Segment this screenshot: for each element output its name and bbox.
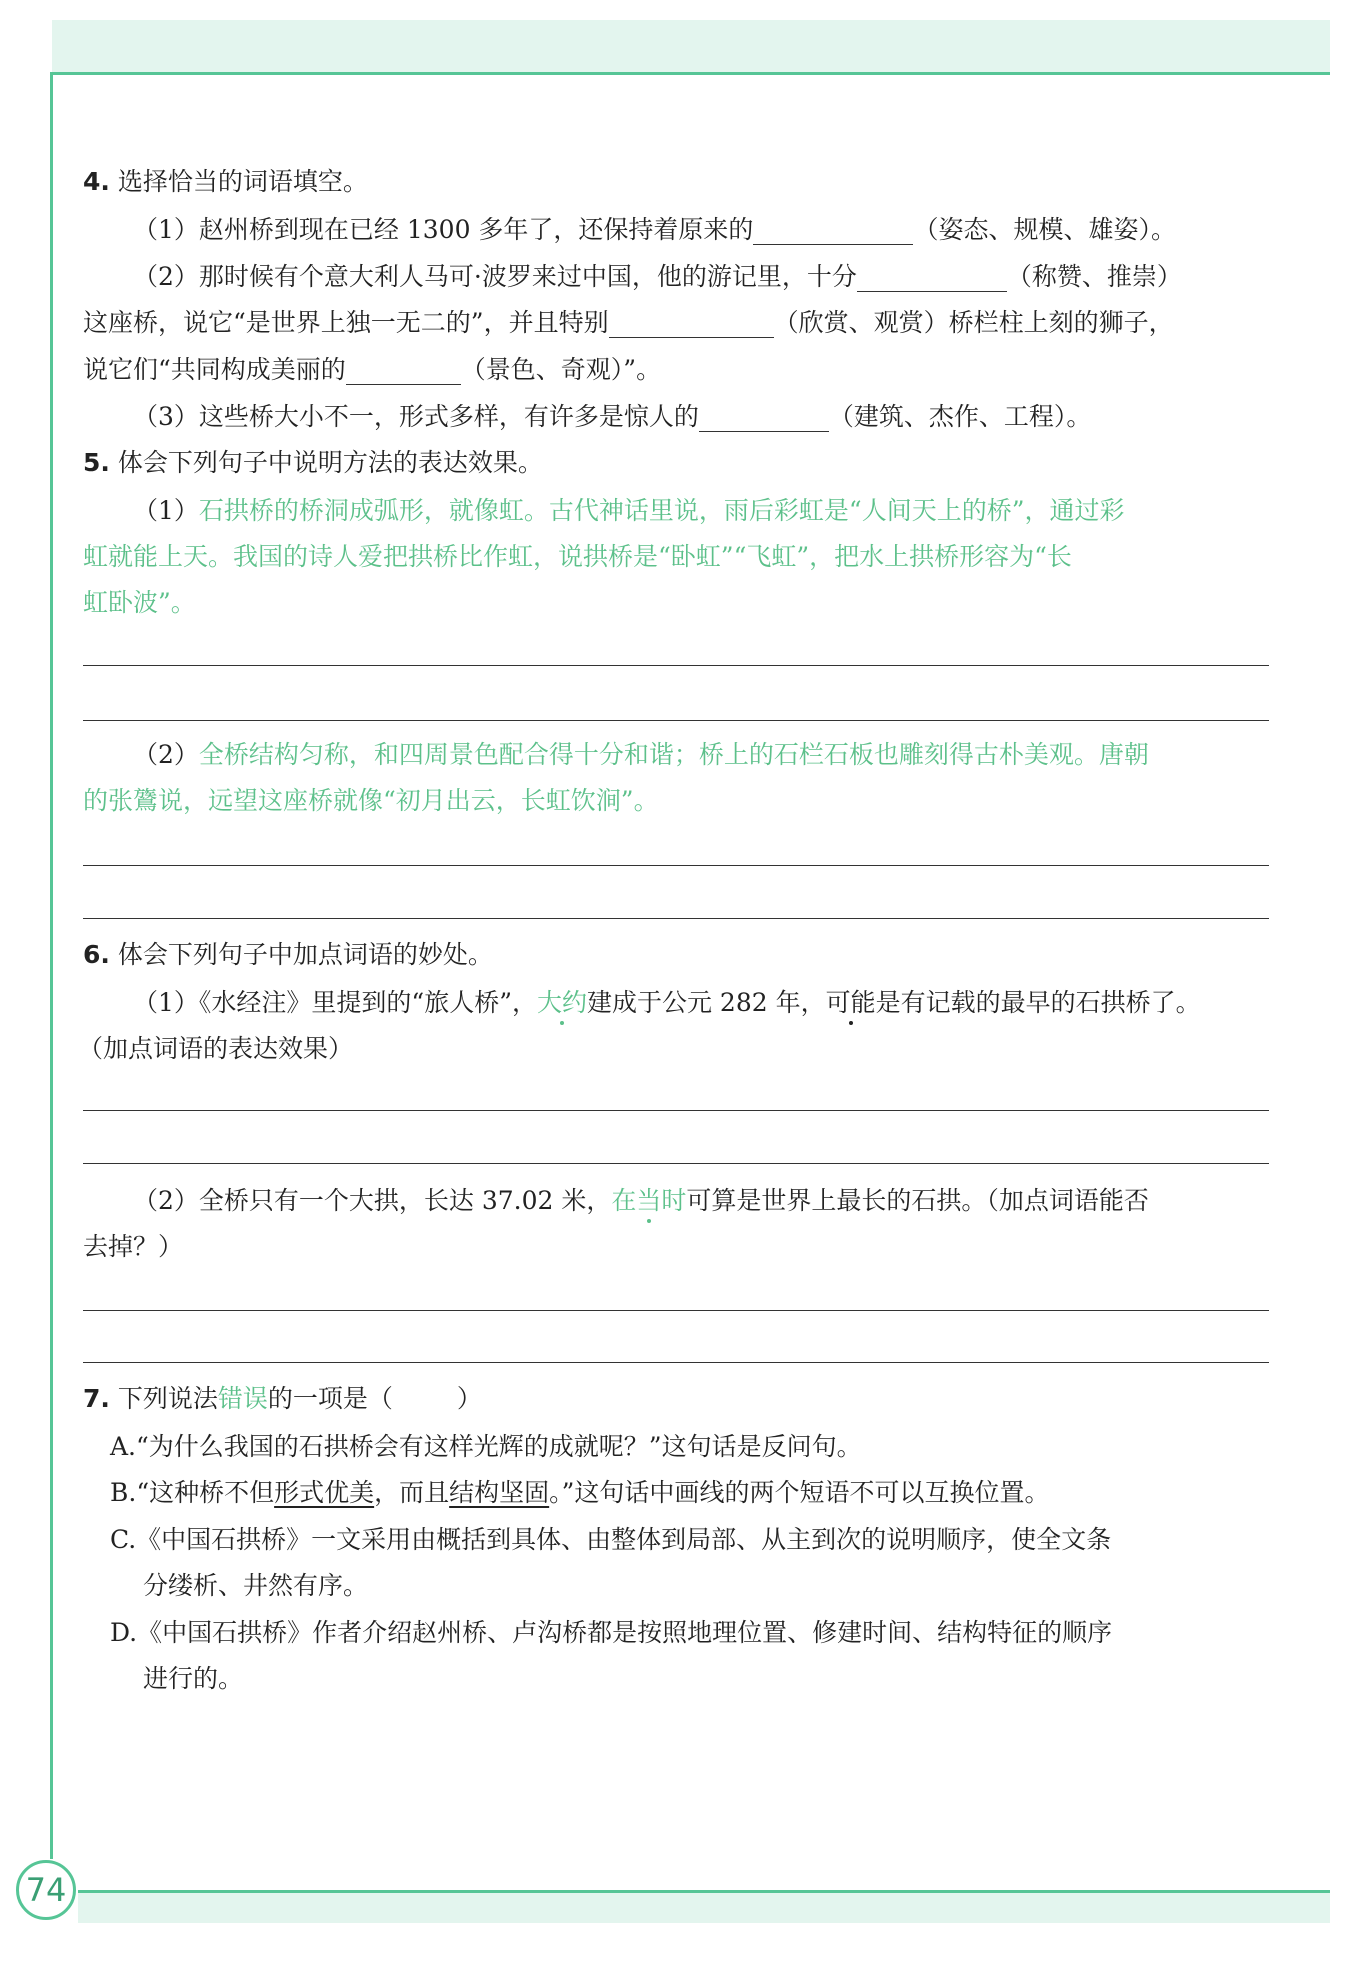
q7-number: 7. xyxy=(83,1384,110,1413)
q4-title-text: 选择恰当的词语填空。 xyxy=(117,167,368,196)
q4-item2-text: （2）那时候有个意大利人马可·波罗来过中国，他的游记里，十分 xyxy=(133,262,857,291)
answer-line[interactable] xyxy=(83,1163,1269,1164)
q7-title-pre: 下列说法 xyxy=(117,1384,218,1413)
q6-item1-dotted-word1: 大约 xyxy=(536,988,587,1017)
q4-item2-options: （称赞、推崇） xyxy=(1006,262,1182,291)
q4-item2-blank[interactable] xyxy=(857,265,1007,292)
q5-item1-line3: 虹卧波”。 xyxy=(83,588,196,617)
q7-option-c-line1[interactable]: C.《中国石拱桥》一文采用由概括到具体、由整体到局部、从主到次的说明顺序，使全文条 xyxy=(110,1525,1112,1554)
header-band xyxy=(52,20,1330,72)
q4-item1 xyxy=(133,215,1176,245)
q6-item1-dotted-word2: 可能 xyxy=(825,988,876,1017)
q4-item3 xyxy=(133,402,1091,432)
q5-item1-text1: 石拱桥的桥洞成弧形，就像虹。古代神话里说，雨后彩虹是“人间天上的桥”，通过彩 xyxy=(198,496,1125,525)
q6-number: 6. xyxy=(83,940,110,969)
q5-item2-line1 xyxy=(133,740,1149,770)
q4-number: 4. xyxy=(83,167,110,196)
q7-option-d-line1[interactable]: D.《中国石拱桥》作者介绍赵州桥、卢沟桥都是按照地理位置、修建时间、结构特征的顺序 xyxy=(110,1618,1113,1647)
q6-item1-note: （加点词语的表达效果） xyxy=(78,1034,354,1063)
q7-option-b-mid: ，而且 xyxy=(374,1478,450,1507)
q5-number: 5. xyxy=(83,448,110,477)
q5-item2-text1: 全桥结构匀称，和四周景色配合得十分和谐；桥上的石栏石板也雕刻得古朴美观。唐朝 xyxy=(198,740,1149,769)
q4-item3-blank[interactable] xyxy=(699,405,829,432)
q7-option-a[interactable]: A.“为什么我国的石拱桥会有这样光辉的成就呢？”这句话是反问句。 xyxy=(110,1432,862,1461)
q4-item3-options: （建筑、杰作、工程）。 xyxy=(828,402,1092,431)
q4-item2-line3-options: （景色、奇观）”。 xyxy=(460,355,662,384)
q7-option-c-line2: 分缕析、井然有序。 xyxy=(143,1571,369,1600)
q6-item2-dotted-word: 在当时 xyxy=(611,1186,687,1215)
q6-title-text: 体会下列句子中加点词语的妙处。 xyxy=(117,940,493,969)
q7-title xyxy=(83,1384,482,1414)
q4-item3-text: （3）这些桥大小不一，形式多样，有许多是惊人的 xyxy=(133,402,699,431)
answer-line[interactable] xyxy=(83,1362,1269,1363)
answer-line[interactable] xyxy=(83,1310,1269,1311)
answer-line[interactable] xyxy=(83,918,1269,919)
q5-item2-number: （2） xyxy=(133,740,199,769)
q7-title-close: ） xyxy=(456,1384,482,1413)
q7-title-keyword: 错误 xyxy=(217,1384,268,1413)
q6-item2-text-b: 可算是世界上最长的石拱。（加点词语能否 xyxy=(686,1186,1149,1215)
q5-item2-line2: 的张鷟说，远望这座桥就像“初月出云，长虹饮涧”。 xyxy=(83,786,659,815)
q5-item1-line2: 虹就能上天。我国的诗人爱把拱桥比作虹，说拱桥是“卧虹”“飞虹”，把水上拱桥形容为“长 xyxy=(83,542,1072,571)
q6-item1-text-a: （1）《水经注》里提到的“旅人桥”， xyxy=(133,988,537,1017)
q6-item2-text-a: （2）全桥只有一个大拱，长达 37.02 米， xyxy=(133,1186,612,1215)
q4-item2-blank3[interactable] xyxy=(346,358,461,385)
q7-option-b[interactable] xyxy=(110,1478,1049,1508)
q4-item1-blank[interactable] xyxy=(753,218,913,245)
q6-item1-text-c: 是有记载的最早的石拱桥了。 xyxy=(875,988,1201,1017)
page-number: 74 xyxy=(16,1860,76,1920)
frame-left-line xyxy=(50,72,53,1859)
answer-line[interactable] xyxy=(83,665,1269,666)
q4-item2-line3-text: 说它们“共同构成美丽的 xyxy=(83,355,346,384)
q4-item1-options: （姿态、规模、雄姿）。 xyxy=(913,215,1176,244)
q7-option-b-pre: B.“这种桥不但 xyxy=(110,1478,275,1507)
q4-title xyxy=(83,167,368,197)
footer-band xyxy=(78,1893,1330,1923)
q6-item1-line1 xyxy=(133,988,1201,1018)
frame-top-line xyxy=(52,72,1330,75)
q4-item2-line2-options: （欣赏、观赏）桥栏柱上刻的狮子， xyxy=(773,308,1174,337)
q5-title-text: 体会下列句子中说明方法的表达效果。 xyxy=(117,448,543,477)
q5-item1-line1 xyxy=(133,496,1124,526)
q4-item2-line2 xyxy=(83,308,1174,338)
q6-title xyxy=(83,940,493,970)
q6-item2-line2: 去掉？） xyxy=(83,1232,184,1261)
q5-item1-number: （1） xyxy=(133,496,199,525)
q4-item2 xyxy=(133,262,1182,292)
q6-item1-text-b: 建成于公元 282 年， xyxy=(586,988,826,1017)
q7-option-b-underlined2: 结构坚固 xyxy=(449,1478,550,1507)
q4-item1-text: （1）赵州桥到现在已经 1300 多年了，还保持着原来的 xyxy=(133,215,754,244)
q7-title-post: 的一项是（ xyxy=(267,1384,393,1413)
q4-item2-line3 xyxy=(83,355,661,385)
q5-title xyxy=(83,448,543,478)
answer-line[interactable] xyxy=(83,1110,1269,1111)
q6-item2-line1 xyxy=(133,1186,1149,1216)
answer-line[interactable] xyxy=(83,865,1269,866)
answer-line[interactable] xyxy=(83,720,1269,721)
q4-item2-line2-text: 这座桥，说它“是世界上独一无二的”，并且特别 xyxy=(83,308,609,337)
q7-option-b-underlined1: 形式优美 xyxy=(274,1478,375,1507)
q7-option-b-post: 。”这句话中画线的两个短语不可以互换位置。 xyxy=(549,1478,1050,1507)
q7-option-d-line2: 进行的。 xyxy=(143,1664,244,1693)
q4-item2-blank2[interactable] xyxy=(609,311,774,338)
